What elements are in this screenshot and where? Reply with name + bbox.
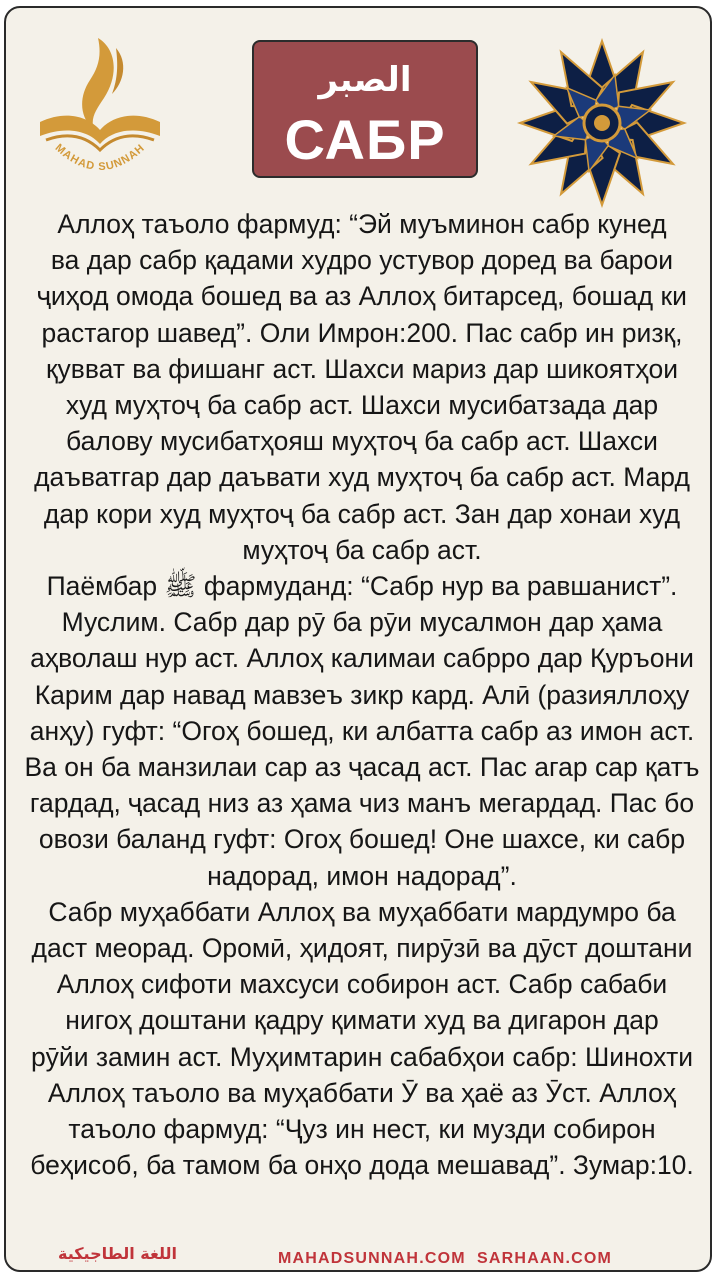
text-line: муҳтоҷ ба сабр аст. [242,534,482,565]
text-line: Муслим. Сабр дар рӯ ба рӯи мусалмон дар ҳама [61,607,663,638]
text-line: даст меорад. Оромӣ, ҳидоят, пирӯзӣ ва дӯст доштани [31,933,693,964]
logo-text: MAHAD SUNNAH [52,141,148,174]
svg-text:MAHAD SUNNAH [53,142,148,173]
article-body [6,206,712,1183]
text-line: растагор шавед”. Оли Имрон:200. Пас сабр ин ризқ, [41,317,683,348]
text-line: гардад, ҷасад низ аз ҳама чиз манъ мегардад. Пас бо [29,788,695,819]
title-arabic: الصبر [318,60,412,100]
text-line: беҳисоб, ба тамом ба онҳо дода мешавад”. Зумар:10. [30,1150,694,1181]
text-line: худ муҳтоҷ ба сабр аст. Шахси мусибатзада дар [65,390,659,421]
text-line: даъватгар дар даъвати худ муҳтоҷ ба сабр аст. Мард [34,462,690,493]
text-line: Аллоҳ таъоло ва муҳаббати Ӯ ва ҳаё аз Ӯст. Аллоҳ [47,1077,677,1108]
mahad-sunnah-logo [20,18,180,188]
text-line: надорад, имон надорад”. [207,860,517,891]
text-line: ҷиҳод омода бошед ва аз Аллоҳ битарсед, бошад ки [37,281,687,312]
book-logo-icon [20,18,180,188]
text-line: дар кори худ муҳтоҷ ба сабр аст. Зан дар хонаи худ [43,498,681,529]
title-cyrillic: САБР [284,108,446,171]
text-line: қувват ва фишанг аст. Шахси мариз дар шикоятҳои [45,353,679,384]
text-line: Карим дар навад мавзеъ зикр кард. Алӣ (разияллоҳу [34,679,690,710]
text-line: ва дар сабр қадами худро устувор доред ва барои [50,245,674,276]
text-line: анҳу) гуфт: “Огоҳ бошед, ки албатта сабр аз имон аст. [29,715,695,746]
text-line: Аллоҳ таъоло фармуд: “Эй муъминон сабр кунед [57,209,667,239]
text-line: Сабр муҳаббати Аллоҳ ва муҳаббати мардумро ба [48,896,676,927]
title-badge [252,40,478,178]
decorative-flower [502,38,702,208]
text-line: таъоло фармуд: “Ҷуз ин нест, ки музди собирон [68,1114,656,1145]
text-line: балову мусибатҳояш муҳтоҷ ба сабр аст. Шахси [66,426,658,457]
language-label: اللغة الطاجيكية [58,1244,178,1263]
text-line: Аллоҳ сифоти махсуси собирон аст. Сабр сабаби [56,969,668,1000]
text-line: рӯйи замин аст. Муҳимтарин сабабҳои сабр: Шинохти [30,1041,694,1072]
website-links[interactable]: MAHADSUNNAH.COM SARHAAN.COM [278,1250,613,1267]
star-flower-icon [502,38,702,208]
content-card [4,6,712,1272]
text-line: Ва он ба манзилаи сар аз ҷасад аст. Пас агар сар қатъ [24,752,700,783]
text-line: нигоҳ доштани қадру қимати худ ва дигарон дар [65,1005,659,1036]
text-line: аҳволаш нур аст. Аллоҳ калимаи сабрро дар Қуръони [30,643,694,674]
text-line: Паёмбар ﷺ фармуданд: “Сабр нур ва равшанист”. [46,571,678,602]
text-line: овози баланд гуфт: Огоҳ бошед! Оне шахсе, ки сабр [38,824,686,855]
